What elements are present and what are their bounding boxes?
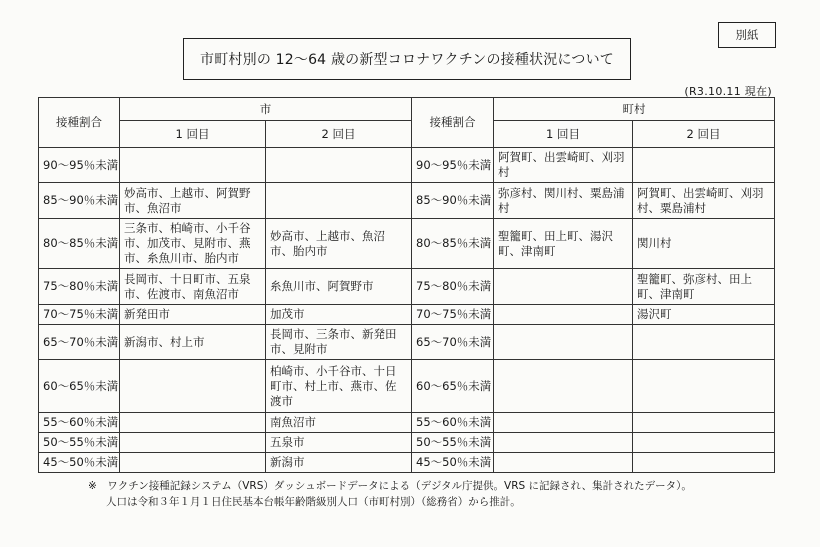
town-rate-cell: 45～50％未満 (412, 453, 494, 473)
table-row (39, 148, 775, 183)
city-rate-cell: 85～90％未満 (39, 183, 120, 219)
town-second-dose-cell: 湯沢町 (633, 305, 775, 325)
city-first-dose-cell: 妙高市、上越市、阿賀野市、魚沼市 (120, 183, 266, 219)
town-first-dose-header: 1 回目 (494, 121, 633, 148)
town-second-dose-cell (633, 453, 775, 473)
town-first-dose-cell: 阿賀町、出雲崎町、刈羽村 (494, 148, 633, 183)
city-first-dose-cell: 新潟市、村上市 (120, 325, 266, 360)
city-second-dose-cell: 南魚沼市 (266, 413, 412, 433)
city-second-dose-cell: 糸魚川市、阿賀野市 (266, 269, 412, 305)
city-first-dose-header: 1 回目 (120, 121, 266, 148)
footnote-population: 人口は令和３年１月１日住民基本台帳年齢階級別人口（市町村別）（総務省）から推計。 (106, 496, 521, 508)
city-header: 市 (120, 98, 412, 121)
table-row (39, 360, 775, 413)
table-row (39, 433, 775, 453)
city-rate-cell: 60～65％未満 (39, 360, 120, 413)
footnote-source: ※ ワクチン接種記録システム（VRS）ダッシュボードデータによる（デジタル庁提供。VRS に記録され、集計されたデータ）。 (88, 480, 692, 492)
table-row (39, 413, 775, 433)
town-first-dose-cell (494, 269, 633, 305)
town-first-dose-cell: 聖籠町、田上町、湯沢町、津南町 (494, 219, 633, 269)
town-second-dose-header: 2 回目 (633, 121, 775, 148)
city-rate-cell: 65～70％未満 (39, 325, 120, 360)
town-first-dose-cell: 弥彦村、関川村、粟島浦村 (494, 183, 633, 219)
city-second-dose-cell: 妙高市、上越市、魚沼市、胎内市 (266, 219, 412, 269)
city-first-dose-cell (120, 453, 266, 473)
city-first-dose-cell (120, 360, 266, 413)
city-rate-cell: 75～80％未満 (39, 269, 120, 305)
town-rate-cell: 75～80％未満 (412, 269, 494, 305)
town-rate-cell: 80～85％未満 (412, 219, 494, 269)
city-second-dose-cell: 新潟市 (266, 453, 412, 473)
town-second-dose-cell (633, 360, 775, 413)
table-row (39, 453, 775, 473)
as-of-date: (R3.10.11 現在) (684, 85, 772, 98)
town-second-dose-cell: 関川村 (633, 219, 775, 269)
town-first-dose-cell (494, 325, 633, 360)
town-rate-cell: 65～70％未満 (412, 325, 494, 360)
town-rate-cell: 85～90％未満 (412, 183, 494, 219)
town-rate-cell: 55～60％未満 (412, 413, 494, 433)
town-rate-cell: 70～75％未満 (412, 305, 494, 325)
table-body (39, 148, 775, 473)
town-second-dose-cell (633, 413, 775, 433)
city-first-dose-cell: 三条市、柏崎市、小千谷市、加茂市、見附市、燕市、糸魚川市、胎内市 (120, 219, 266, 269)
city-rate-cell: 90～95％未満 (39, 148, 120, 183)
city-rate-cell: 80～85％未満 (39, 219, 120, 269)
footnotes (88, 478, 692, 510)
town-second-dose-cell: 阿賀町、出雲崎町、刈羽村、粟島浦村 (633, 183, 775, 219)
city-second-dose-cell: 五泉市 (266, 433, 412, 453)
town-first-dose-cell (494, 453, 633, 473)
town-rate-header: 接種割合 (412, 98, 494, 148)
city-second-dose-cell: 柏崎市、小千谷市、十日町市、村上市、燕市、佐渡市 (266, 360, 412, 413)
city-second-dose-cell: 加茂市 (266, 305, 412, 325)
town-rate-cell: 50～55％未満 (412, 433, 494, 453)
city-rate-header: 接種割合 (39, 98, 120, 148)
city-rate-cell: 55～60％未満 (39, 413, 120, 433)
city-first-dose-cell (120, 433, 266, 453)
city-first-dose-cell (120, 148, 266, 183)
attachment-badge: 別紙 (718, 22, 776, 48)
town-first-dose-cell (494, 305, 633, 325)
table-row (39, 269, 775, 305)
city-first-dose-cell (120, 413, 266, 433)
town-rate-cell: 90～95％未満 (412, 148, 494, 183)
city-second-dose-cell (266, 148, 412, 183)
town-rate-cell: 60～65％未満 (412, 360, 494, 413)
table-row (39, 219, 775, 269)
city-rate-cell: 50～55％未満 (39, 433, 120, 453)
town-header: 町村 (494, 98, 775, 121)
city-second-dose-cell (266, 183, 412, 219)
table-row (39, 183, 775, 219)
town-second-dose-cell (633, 433, 775, 453)
table-row (39, 305, 775, 325)
town-first-dose-cell (494, 433, 633, 453)
city-first-dose-cell: 新発田市 (120, 305, 266, 325)
town-second-dose-cell (633, 148, 775, 183)
city-rate-cell: 45～50％未満 (39, 453, 120, 473)
town-first-dose-cell (494, 360, 633, 413)
town-first-dose-cell (494, 413, 633, 433)
table-row (39, 325, 775, 360)
town-second-dose-cell: 聖籠町、弥彦村、田上町、津南町 (633, 269, 775, 305)
city-second-dose-header: 2 回目 (266, 121, 412, 148)
vaccination-table (38, 97, 775, 473)
city-rate-cell: 70～75％未満 (39, 305, 120, 325)
page-title: 市町村別の 12～64 歳の新型コロナワクチンの接種状況について (183, 38, 631, 80)
town-second-dose-cell (633, 325, 775, 360)
city-first-dose-cell: 長岡市、十日町市、五泉市、佐渡市、南魚沼市 (120, 269, 266, 305)
city-second-dose-cell: 長岡市、三条市、新発田市、見附市 (266, 325, 412, 360)
